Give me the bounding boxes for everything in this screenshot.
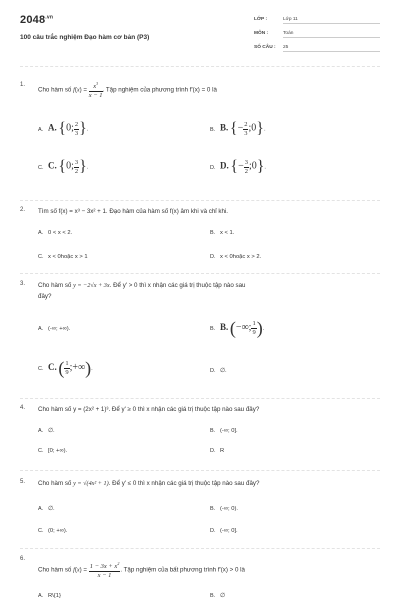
count-value: 25 bbox=[283, 45, 289, 50]
option-b[interactable]: B. (-∞; 0). bbox=[210, 506, 238, 512]
question-stem: Tìm số f(x) = x³ − 3x² + 1. Đạo hàm của hàm số f(x) âm khi và chỉ khi. bbox=[38, 208, 228, 215]
option-c[interactable]: C. x < 0hoặc x > 1 bbox=[38, 254, 88, 260]
class-value: Lớp 11 bbox=[283, 17, 298, 22]
option-d[interactable]: D. (-∞; 0]. bbox=[210, 528, 238, 534]
divider bbox=[20, 200, 380, 201]
option-b[interactable]: B. (-∞; 0]. bbox=[210, 428, 238, 434]
option-d[interactable]: D. x < 0hoặc x > 2. bbox=[210, 254, 262, 260]
question-number: 6. bbox=[20, 556, 26, 562]
option-d[interactable]: D. D. {− $\frac{3}{2}$ ;0}. bbox=[210, 158, 267, 175]
subject-value: Toán bbox=[283, 31, 294, 36]
divider bbox=[20, 273, 380, 274]
option-b[interactable]: B. B. {− $\frac{2}{3}$ ;0}. bbox=[210, 120, 266, 137]
option-b[interactable]: B. ∅ bbox=[210, 593, 226, 599]
option-a[interactable]: A. R\{1} bbox=[38, 593, 61, 599]
meta-count bbox=[254, 45, 380, 50]
question-number: 4. bbox=[20, 405, 26, 411]
option-d[interactable]: D. ∅. bbox=[210, 368, 227, 374]
logo-text: 2048 bbox=[20, 14, 46, 26]
option-a[interactable]: A. 0 < x < 2. bbox=[38, 230, 73, 236]
divider bbox=[20, 66, 380, 67]
question-number: 3. bbox=[20, 281, 26, 287]
divider bbox=[20, 398, 380, 399]
logo-suffix: .vn bbox=[45, 14, 54, 21]
option-a[interactable]: A. ∅. bbox=[38, 506, 55, 512]
option-c[interactable]: C. C. ( $\frac{1}{9}$ ;+∞). bbox=[38, 358, 93, 378]
count-label: SỐ CÂU : bbox=[254, 45, 276, 50]
option-c[interactable]: C. (0; +∞). bbox=[38, 528, 68, 534]
meta-subject bbox=[254, 31, 380, 36]
fraction: $\frac{1 - 3x + x^2}{x - 1}$ bbox=[89, 561, 120, 580]
page-title: 100 câu trắc nghiệm Đạo hàm cơ bản (P3) bbox=[20, 34, 150, 41]
question-stem: Cho hàm số f(x) = $\frac{1 - 3x + x^2}{x - 1}$ . Tập nghiệm của bất phương trình f'(x) > 0 là bbox=[38, 561, 245, 580]
option-a[interactable]: A. ∅. bbox=[38, 428, 55, 434]
page-header bbox=[0, 0, 400, 60]
question-number: 5. bbox=[20, 479, 26, 485]
meta-class bbox=[254, 17, 380, 22]
option-a[interactable]: A. (-∞; +∞). bbox=[38, 326, 71, 332]
question-stem: Cho hàm số y = −2√x + 3x. Để y' > 0 thì x nhận các giá trị thuộc tập nào sau đây? bbox=[38, 282, 246, 300]
option-d[interactable]: D. R bbox=[210, 448, 225, 454]
option-c[interactable]: C. [0; +∞). bbox=[38, 448, 68, 454]
option-b[interactable]: B. x < 1. bbox=[210, 230, 235, 236]
divider bbox=[20, 548, 380, 549]
fraction: $\frac{x^3}{x - 1}$ bbox=[88, 81, 103, 100]
question-number: 2. bbox=[20, 207, 26, 213]
site-logo[interactable] bbox=[20, 14, 53, 26]
option-c[interactable]: C. C. {0; $\frac{3}{2}$ }. bbox=[38, 158, 89, 175]
option-b[interactable]: B. B. (−∞; $\frac{1}{9}$ ). bbox=[210, 318, 265, 338]
question-stem: Cho hàm số y = (2x² + 1)³. Để y' ≥ 0 thì x nhận các giá trị thuộc tập nào sau đây? bbox=[38, 406, 260, 413]
question-stem: Cho hàm số f(x) = $\frac{x^3}{x - 1}$ . Tập nghiệm của phương trình f'(x) = 0 là bbox=[38, 81, 217, 100]
divider bbox=[20, 470, 380, 471]
subject-label: MÔN : bbox=[254, 31, 269, 36]
question-number: 1. bbox=[20, 82, 26, 88]
option-a[interactable]: A. A. {0; $\frac{2}{3}$ }. bbox=[38, 120, 89, 137]
question-stem: Cho hàm số y = √(4x² + 1). Để y' ≤ 0 thì x nhận các giá trị thuộc tập nào sau đây? bbox=[38, 480, 260, 487]
class-label: LỚP : bbox=[254, 17, 268, 22]
